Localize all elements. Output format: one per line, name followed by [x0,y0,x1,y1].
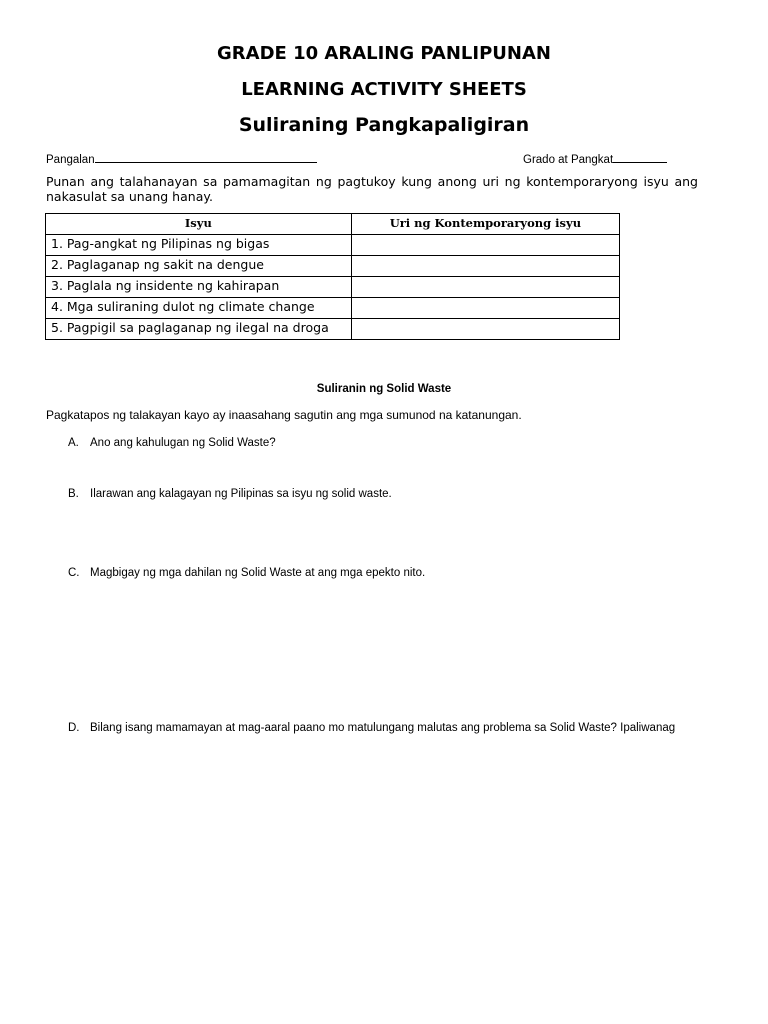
grade-label: Grado at Pangkat [523,154,614,166]
issue-cell: 2. Paglaganap ng sakit na dengue [46,256,352,277]
issue-cell: 5. Pagpigil sa paglaganap ng ilegal na droga [46,319,352,340]
name-field[interactable] [46,150,317,166]
question-d [68,720,730,736]
section-intro: Pagkatapos ng talakayan kayo ay inaasahang sagutin ang mga sumunod na katanungan. [46,408,522,422]
table-row [46,277,620,298]
section-title: Suliranin ng Solid Waste [316,383,452,395]
answer-cell[interactable] [351,298,619,319]
table-row [46,298,620,319]
table-row [46,235,620,256]
question-c [68,565,730,581]
name-blank[interactable] [95,150,317,163]
question-text: Ilarawan ang kalagayan ng Pilipinas sa isyu ng solid waste. [90,488,392,500]
question-text: Bilang isang mamamayan at mag-aaral paano mo matulungang malutas ang problema sa Solid Waste? Ipaliwanag [90,722,676,734]
table-header-row [46,214,620,235]
table-row [46,319,620,340]
issue-table [45,213,620,340]
answer-cell[interactable] [351,319,619,340]
grade-blank[interactable] [613,150,667,163]
question-text: Ano ang kahulugan ng Solid Waste? [90,437,276,449]
grade-field[interactable] [523,150,667,166]
table-instructions: Punan ang talahanayan sa pamamagitan ng pagtukoy kung anong uri ng kontemporaryong isyu ang nakasulat sa unang hanay. [46,174,698,204]
header-issue: Isyu [46,214,352,235]
worksheet-title: GRADE 10 ARALING PANLIPUNAN [217,43,551,64]
issue-cell: 1. Pag-angkat ng Pilipinas ng bigas [46,235,352,256]
issue-cell: 3. Paglala ng insidente ng kahirapan [46,277,352,298]
answer-cell[interactable] [351,256,619,277]
table-row [46,256,620,277]
answer-cell[interactable] [351,277,619,298]
question-letter: A. [68,437,79,449]
worksheet-subtitle: LEARNING ACTIVITY SHEETS [241,79,527,100]
question-letter: B. [68,488,79,500]
question-letter: C. [68,567,80,579]
question-letter: D. [68,722,80,734]
answer-cell[interactable] [351,235,619,256]
question-a [68,435,730,451]
question-text: Magbigay ng mga dahilan ng Solid Waste at ang mga epekto nito. [90,567,426,579]
question-b [68,486,730,502]
name-label: Pangalan [46,154,95,166]
worksheet-topic: Suliraning Pangkapaligiran [238,114,530,136]
issue-cell: 4. Mga suliraning dulot ng climate change [46,298,352,319]
header-issue-type: Uri ng Kontemporaryong isyu [351,214,619,235]
